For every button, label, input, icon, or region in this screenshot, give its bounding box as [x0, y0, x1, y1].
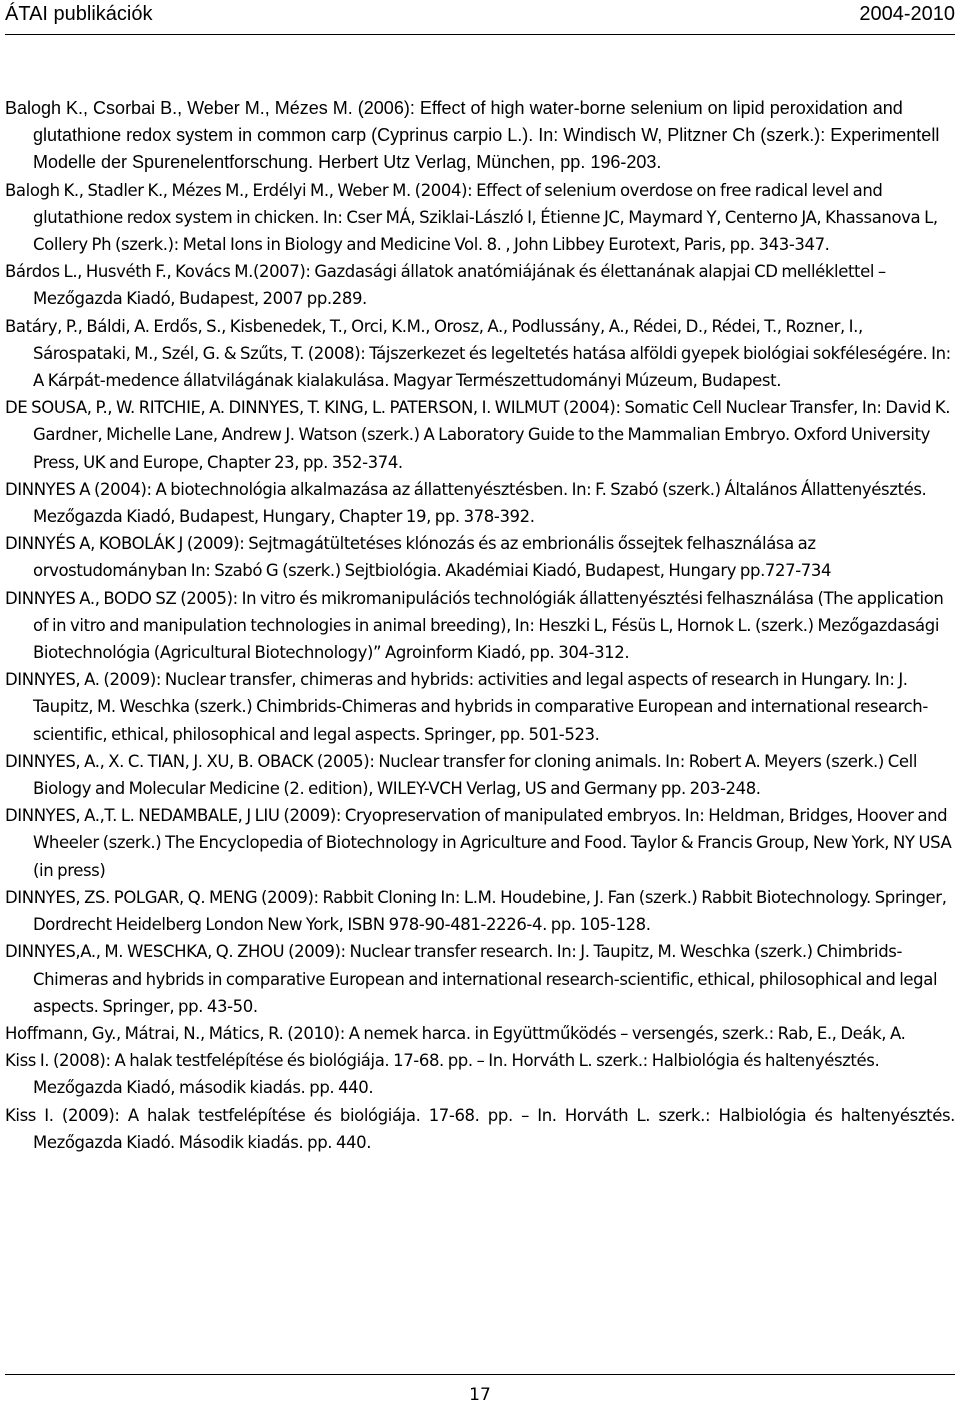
reference-item: Kiss I. (2008): A halak testfelépítése és biológiája. 17-68. pp. – In. Horváth L. szerk.: Halbiológia és haltenyésztés. Mezőgazda Kiadó, második kiadás. pp. 440.	[5, 1051, 880, 1098]
page-footer	[5, 1374, 955, 1413]
reference-item: Kiss I. (2009): A halak testfelépítése és biológiája. 17-68. pp. – In. Horváth L. szerk.: Halbiológia és haltenyésztés. Mezőgazda Kiadó. Második kiadás. pp. 440.	[5, 1105, 955, 1152]
reference-item: DINNYES,A., M. WESCHKA, Q. ZHOU (2009): Nuclear transfer research. In: J. Taupitz, M. Weschka (szerk.) Chimbrids-Chimeras and hybrids in comparative European and international research-scientific, ethical, philosophical and legal aspects. Springer, pp. 43-50.	[5, 942, 938, 1016]
reference-item: DINNYES A (2004): A biotechnológia alkalmazása az állattenyésztésben. In: F. Szabó (szerk.) Általános Állattenyésztés. Mezőgazda Kiadó, Budapest, Hungary, Chapter 19, pp. 378-392.	[5, 479, 927, 527]
reference-list	[5, 95, 955, 1156]
page-number: 17	[469, 1385, 491, 1405]
reference-item: Balogh K., Stadler K., Mézes M., Erdélyi M., Weber M. (2004): Effect of selenium overdose on free radical level and glutathione redox system in chicken. In: Cser MÁ, Sziklai-László I, Étienne JC, Maymard Y, Centerno JA, Khassanova L, Collery Ph (szerk.): Metal Ions in Biology and Medicine Vol. 8. , John Libbey Eurotext, Paris, pp. 343-347.	[5, 180, 938, 255]
reference-item: DINNYES, A., X. C. TIAN, J. XU, B. OBACK (2005): Nuclear transfer for cloning animals. In: Robert A. Meyers (szerk.) Cell Biology and Molecular Medicine (2. edition), WILEY-VCH Verlag, US and Germany pp. 203-248.	[5, 751, 918, 799]
header-years: 2004-2010	[859, 3, 955, 25]
reference-item: Batáry, P., Báldi, A. Erdős, S., Kisbenedek, T., Orci, K.M., Orosz, A., Podlussány, A., Rédei, D., Rédei, T., Rozner, I., Sárospataki, M., Szél, G. & Szűts, T. (2008): Tájszerkezet és legeltetés hatása alföldi gyepek biológiai sokféleségére. In: A Kárpát-medence állatvilágának kialakulása. Magyar Természettudományi Múzeum, Budapest.	[5, 316, 951, 391]
reference-item: DINNYES A., BODO SZ (2005): In vitro és mikromanipulációs technológiák állattenyésztési felhasználása (The application of in vitro and manipulation technologies in animal breeding), In: Heszki L, Fésüs L, Hornok L. (szerk.) Mezőgazdasági Biotechnológia (Agricultural Biotechnology)” Agroinform Kiadó, pp. 304-312.	[5, 588, 944, 663]
reference-item: Bárdos L., Husvéth F., Kovács M.(2007): Gazdasági állatok anatómiájának és élettanának alapjai CD melléklettel – Mezőgazda Kiadó, Budapest, 2007 pp.289.	[5, 262, 886, 309]
reference-item: DE SOUSA, P., W. RITCHIE, A. DINNYES, T. KING, L. PATERSON, I. WILMUT (2004): Somatic Cell Nuclear Transfer, In: David K. Gardner, Michelle Lane, Andrew J. Watson (szerk.) A Laboratory Guide to the Mammalian Embryo. Oxford University Press, UK and Europe, Chapter 23, pp. 352-374.	[5, 398, 951, 472]
reference-item: DINNYES, A.,T. L. NEDAMBALE, J LIU (2009): Cryopreservation of manipulated embryos. In: Heldman, Bridges, Hoover and Wheeler (szerk.) The Encyclopedia of Biotechnology in Agriculture and Food. Taylor & Francis Group, New York, NY USA (in press)	[5, 806, 952, 880]
header-title: ÁTAI publikációk	[5, 3, 153, 25]
reference-item: Hoffmann, Gy., Mátrai, N., Mátics, R. (2010): A nemek harca. in Együttműködés – versengés, szerk.: Rab, E., Deák, A.	[5, 1023, 906, 1043]
reference-item: DINNYES, ZS. POLGAR, Q. MENG (2009): Rabbit Cloning In: L.M. Houdebine, J. Fan (szerk.) Rabbit Biotechnology. Springer, Dordrecht Heidelberg London New York, ISBN 978-90-481-2226-4. pp. 105-128.	[5, 887, 947, 935]
reference-item: DINNYES, A. (2009): Nuclear transfer, chimeras and hybrids: activities and legal aspects of research in Hungary. In: J. Taupitz, M. Weschka (szerk.) Chimbrids-Chimeras and hybrids in comparative European and international research-scientific, ethical, philosophical and legal aspects. Springer, pp. 501-523.	[5, 670, 928, 744]
reference-item: Balogh K., Csorbai B., Weber M., Mézes M. (2006): Effect of high water-borne selenium on lipid peroxidation and glutathione redox system in common carp (Cyprinus carpio L.). In: Windisch W, Plitzner Ch (szerk.): Experimentell Modelle der Spurenelentforschung. Herbert Utz Verlag, München, pp. 196-203.	[5, 98, 940, 173]
reference-item: DINNYÉS A, KOBOLÁK J (2009): Sejtmagátültetéses klónozás és az embrionális őssejtek felhasználása az orvostudományban In: Szabó G (szerk.) Sejtbiológia. Akadémiai Kiadó, Budapest, Hungary pp.727-734	[5, 534, 832, 581]
page-header	[5, 0, 955, 35]
